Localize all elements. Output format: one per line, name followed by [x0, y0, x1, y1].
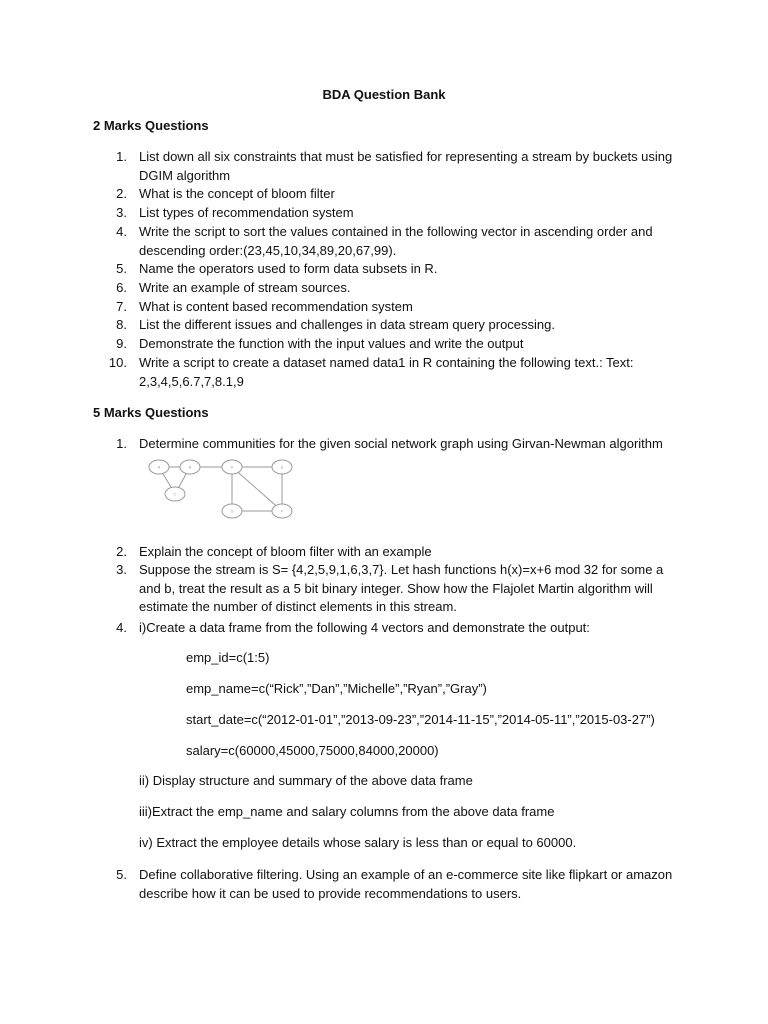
- section-heading-5-marks: 5 Marks Questions: [93, 405, 209, 420]
- list-item: 9. Demonstrate the function with the input values and write the output: [116, 336, 524, 351]
- list-item: 5. Name the operators used to form data subsets in R.: [116, 261, 438, 276]
- list-item: 2. Explain the concept of bloom filter with an example: [116, 544, 432, 559]
- list-item: 1. List down all six constraints that must be satisfied for representing a stream by buckets using DGIM algorithm: [116, 149, 673, 183]
- code-line: salary=c(60000,45000,75000,84000,20000): [186, 743, 439, 758]
- list-item: 3. Suppose the stream is S= {4,2,5,9,1,6,3,7}. Let hash functions h(x)=x+6 mod 32 for some a and b, treat the result as a 5 bit binary integer. Show how the Flajolet Martin algorithm will estimate the number of distinct elements in this stream.: [116, 562, 664, 615]
- code-line: start_date=c(“2012-01-01”,”2013-09-23”,”2014-11-15”,”2014-05-11”,”2015-03-27”): [186, 712, 655, 727]
- code-line: emp_name=c(“Rick”,”Dan”,”Michelle”,”Ryan”,”Gray”): [186, 681, 487, 696]
- sub-question: iv) Extract the employee details whose salary is less than or equal to 60000.: [139, 835, 577, 850]
- graph-node-label: B: [188, 464, 192, 470]
- graph-node-label: G: [230, 508, 234, 514]
- graph-node-label: D: [230, 464, 234, 470]
- social-network-graph: [140, 455, 300, 528]
- graph-svg: [140, 455, 300, 525]
- code-line: emp_id=c(1:5): [186, 650, 270, 665]
- graph-node-label: F: [280, 508, 284, 514]
- list-item: 4. Write the script to sort the values contained in the following vector in ascending order and descending order:(23,45,10,34,89,20,67,99).: [116, 224, 653, 258]
- list-item: 2. What is the concept of bloom filter: [116, 186, 335, 201]
- document-title: BDA Question Bank: [322, 87, 446, 102]
- graph-node-label: A: [157, 464, 161, 470]
- list-item: 4. i)Create a data frame from the following 4 vectors and demonstrate the output:: [116, 620, 590, 635]
- graph-node-label: E: [280, 464, 284, 470]
- list-item: 8. List the different issues and challenges in data stream query processing.: [116, 317, 555, 332]
- sub-question: iii)Extract the emp_name and salary columns from the above data frame: [139, 804, 555, 819]
- edge-d-f: [230, 464, 284, 511]
- list-item: 1. Determine communities for the given social network graph using Girvan-Newman algorithm: [116, 436, 663, 451]
- list-item: 7. What is content based recommendation system: [116, 299, 413, 314]
- list-item: 6. Write an example of stream sources.: [116, 280, 351, 295]
- list-item: 3. List types of recommendation system: [116, 205, 354, 220]
- section-heading-2-marks: 2 Marks Questions: [93, 118, 209, 133]
- graph-nodes: [149, 460, 292, 518]
- sub-question: ii) Display structure and summary of the above data frame: [139, 773, 473, 788]
- list-item: 5. Define collaborative filtering. Using an example of an e-commerce site like flipkart or amazon describe how it can be used to provide recommendations to users.: [116, 867, 673, 901]
- graph-node-label: C: [173, 491, 177, 497]
- list-item: 10. Write a script to create a dataset named data1 in R containing the following text.: Text: 2,3,4,5,6.7,7,8.1,9: [108, 355, 634, 389]
